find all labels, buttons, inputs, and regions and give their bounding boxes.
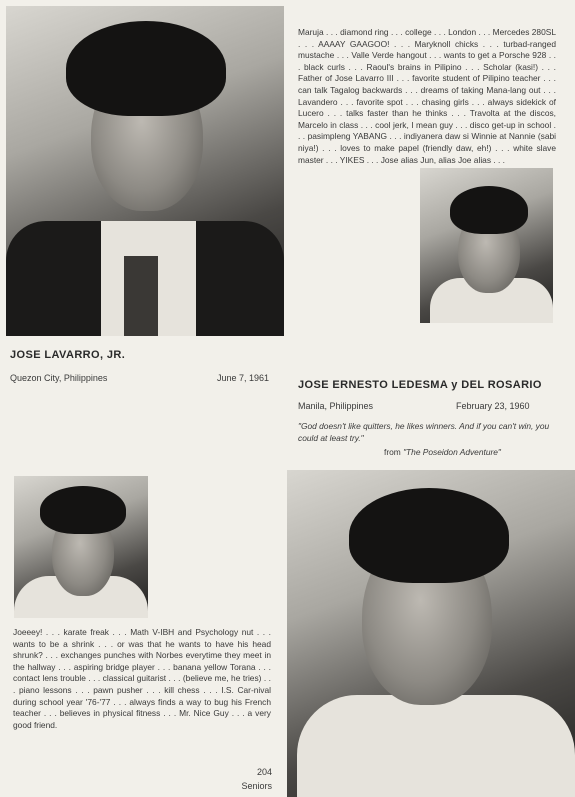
- student-name-jose-lavarro: JOSE LAVARRO, JR.: [10, 349, 126, 361]
- portrait-photo-jose-lavarro: [6, 6, 284, 336]
- portrait-photo-bottom-right: [287, 470, 575, 797]
- birthplace-jose-lavarro: Quezon City, Philippines: [10, 373, 108, 383]
- section-label: Seniors: [241, 781, 272, 791]
- portrait-photo-bottom-left: [14, 476, 148, 618]
- birthdate-jose-lavarro: June 7, 1961: [217, 373, 270, 383]
- quote-source-prefix: from: [384, 447, 404, 457]
- birthplace-jose-ernesto-ledesma: Manila, Philippines: [298, 401, 374, 411]
- writeup-jose-ernesto-ledesma: Joeeey! . . . karate freak . . . Math V-IBH and Psychology nut . . . wants to be a shrink . . . or was that he wants to have his head shrunk? . . . exchanges punches with Norbes everytime they meet in the hallway . . . aspiring bridge player . . . banana yellow Torana . . . contact lens trouble . . . classical guitarist . . . (believe me, he tries) . . . piano lessons . . . pawn pusher . . . kill chess . . . I.S. Car-nival during school year '76-'77 . . . always finds a way to bug his French teacher . . . believes in physical fitness . . . Mr. Nice Guy . . . a very good friend.: [13, 627, 271, 730]
- student-name-jose-ernesto-ledesma: JOSE ERNESTO LEDESMA y DEL ROSARIO: [298, 379, 542, 391]
- page-number: 204: [256, 767, 272, 777]
- quote-source-title: "The Poseidon Adventure": [403, 447, 501, 457]
- quote-jose-ernesto-ledesma: "God doesn't like quitters, he likes winners. And if you can't win, you could at least try.": [298, 421, 550, 443]
- birthdate-jose-ernesto-ledesma: February 23, 1960: [456, 401, 530, 411]
- writeup-jose-lavarro: Maruja . . . diamond ring . . . college . . . London . . . Mercedes 280SL . . . AAAAY GAAGOO! . . . Maryknoll chicks . . . turbad-ranged mustache . . . Valle Verde hangout . . . wants to get a Porsche 928 . . . black curls . . . Raoul's brains in Pilipino . . . Scholar (kasi!) . . . Father of Jose Lavarro III . . . favorite student of Pilipino teacher . . . can talk Tagalog backwards . . . dreams of taking Mana-lang out . . . Lavandero . . . favorite spot . . . chasing girls . . . always sidekick of Lucero . . . talks faster than he thinks . . . Travolta at the discos, Marcelo in class . . . cool jerk, I mean guy . . . disco get-up in school . . . pasimpleng YABANG . . . indiyanera daw si Winnie at Nannie (sabi niya!) . . . loves to make papel (friendly daw, eh!) . . . white slave master . . . YIKES . . . Jose alias Jun, alias Joe alias . . .: [298, 27, 556, 165]
- portrait-photo-jose-ernesto-ledesma: [420, 168, 553, 323]
- quote-source: [384, 447, 501, 457]
